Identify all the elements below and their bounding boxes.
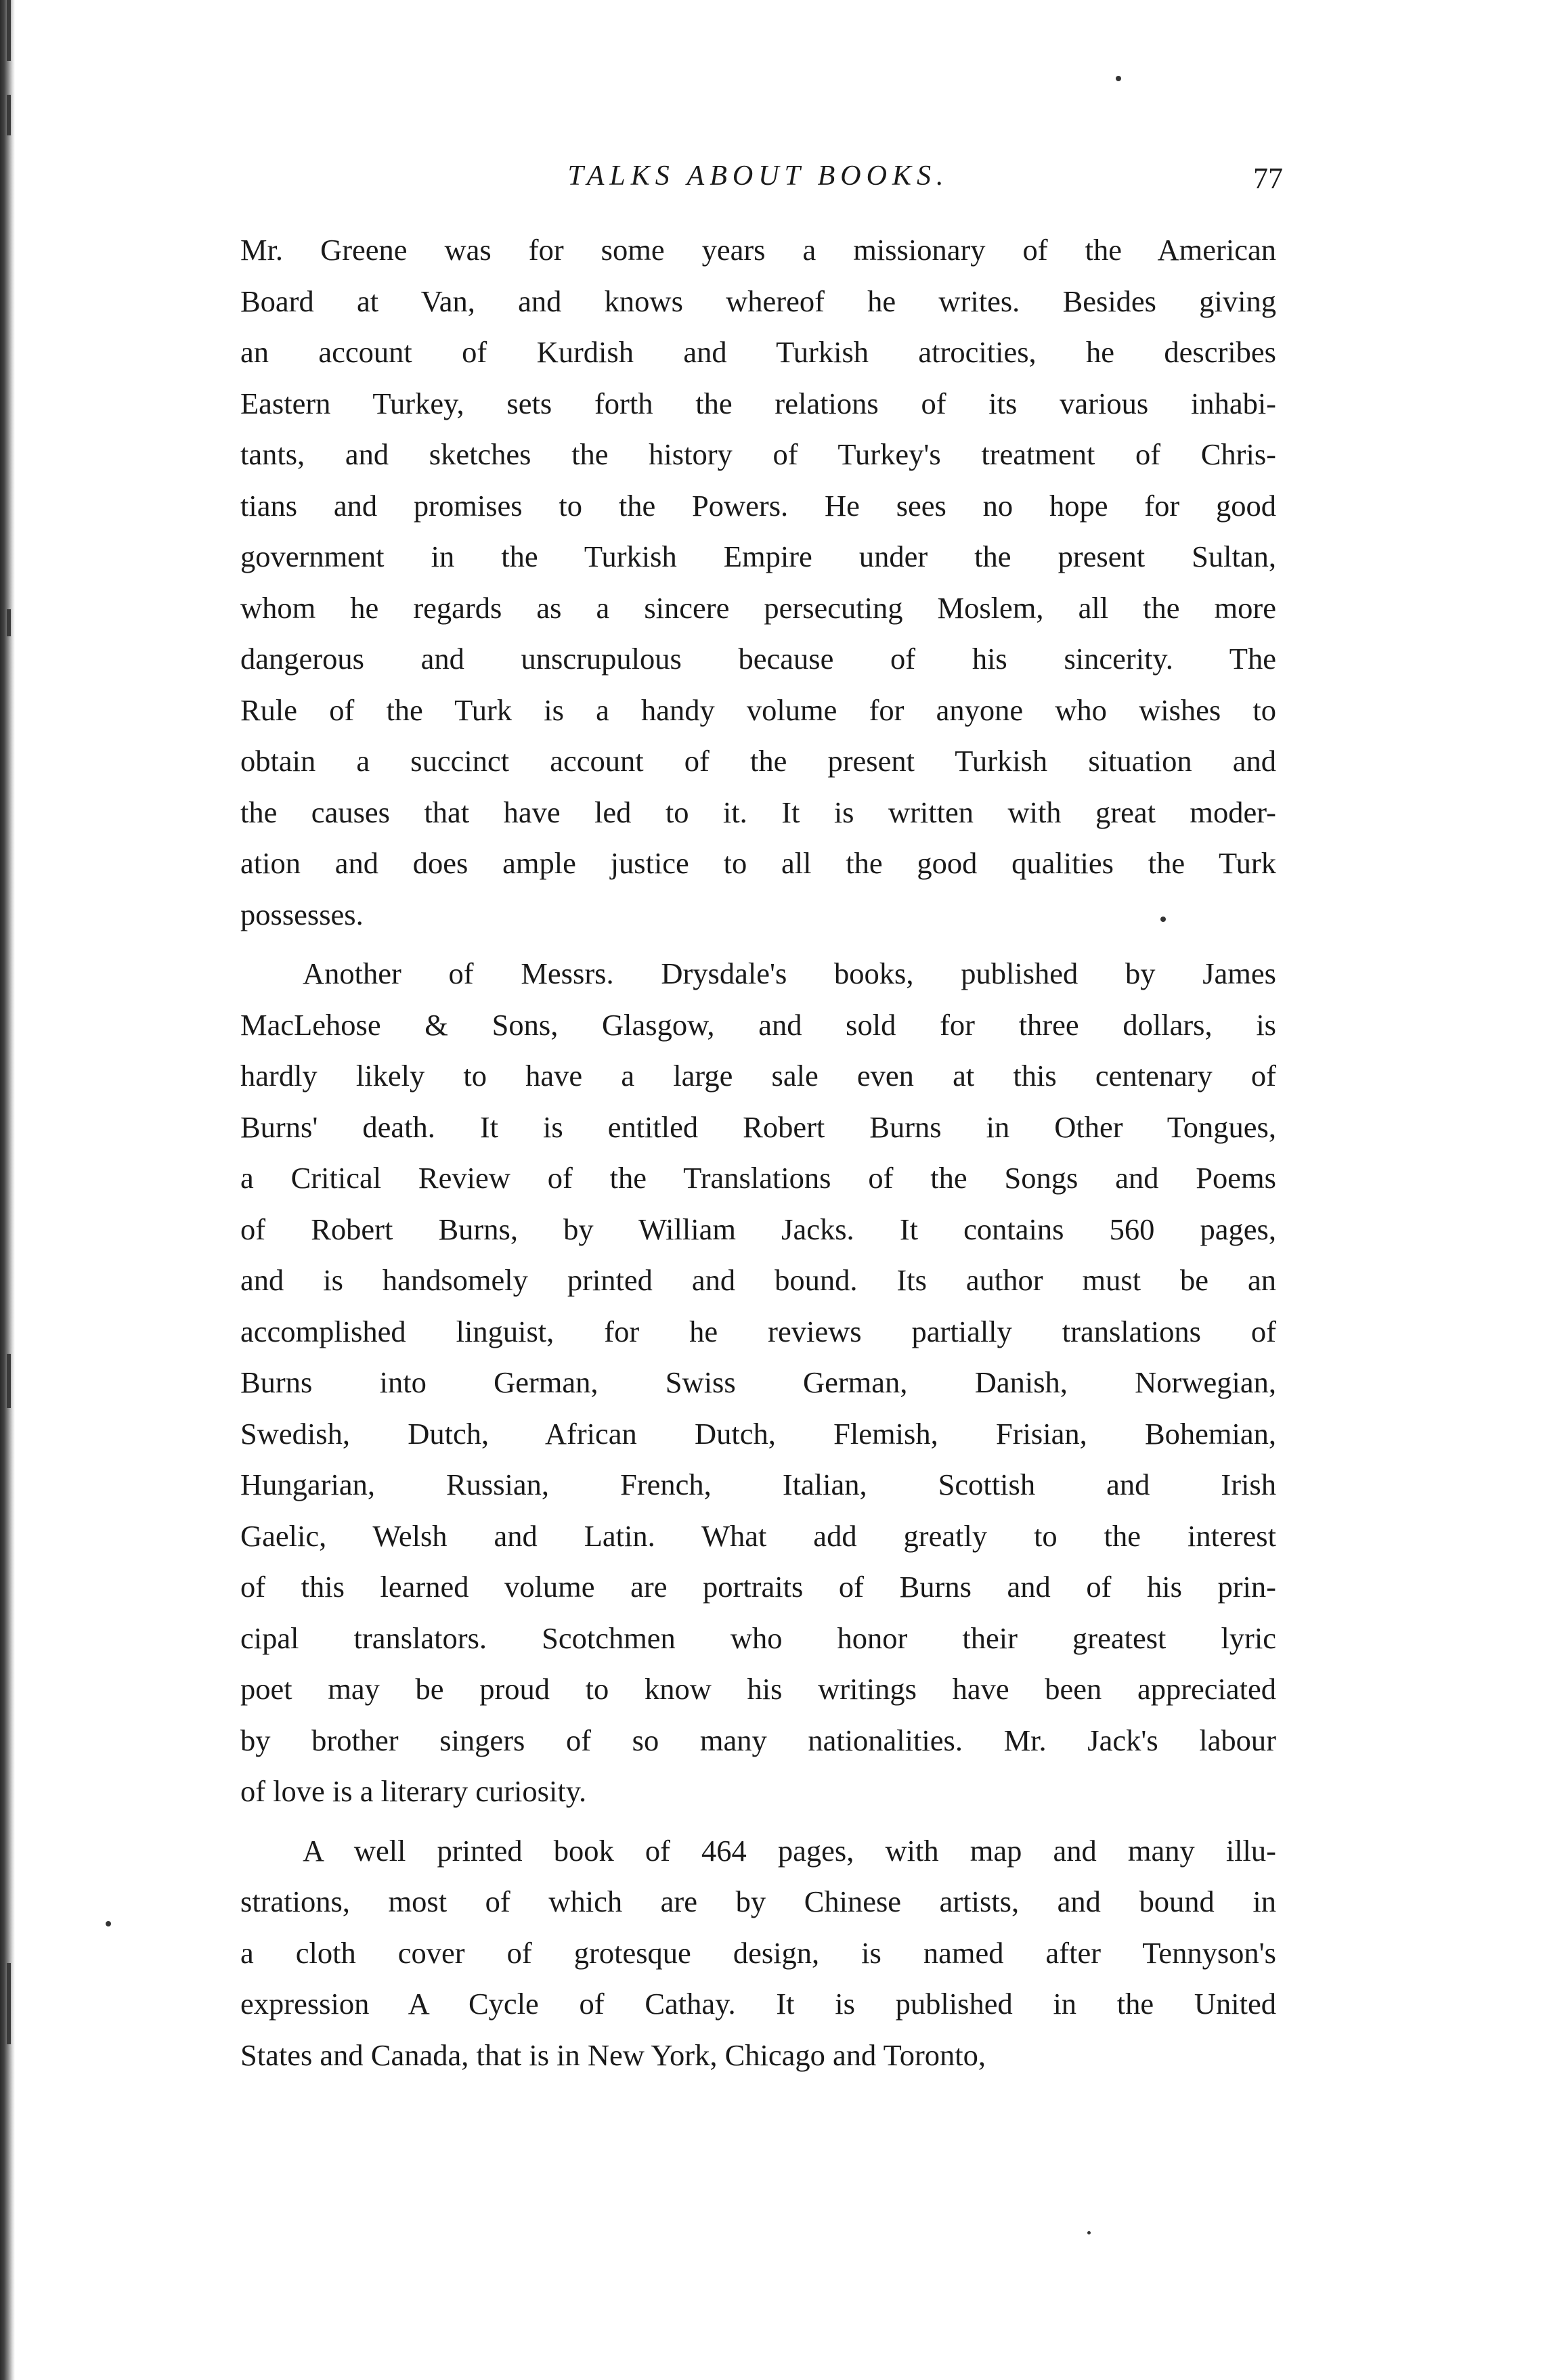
paragraph-gap [240, 1817, 1276, 1826]
text-line: a cloth cover of grotesque design, is named after Tennyson's [240, 1935, 1276, 1970]
text-line: and is handsomely printed and bound. Its author must be an [240, 1263, 1276, 1297]
text-line: Board at Van, and knows whereof he writes. Besides giving [240, 284, 1276, 318]
ink-speck [106, 1921, 111, 1926]
text-line: of this learned volume are portraits of Burns and of his prin- [240, 1570, 1276, 1604]
text-line: Burns' death. It is entitled Robert Burns in Other Tongues, [240, 1109, 1276, 1144]
text-line: obtain a succinct account of the present Turkish situation and [240, 744, 1276, 778]
text-line: possesses. [240, 897, 364, 931]
edge-mark [7, 0, 11, 61]
text-line: the causes that have led to it. It is written with great moder- [240, 795, 1276, 829]
ink-speck [1116, 76, 1121, 81]
text-line: by brother singers of so many nationalities. Mr. Jack's labour [240, 1723, 1276, 1757]
text-line: tants, and sketches the history of Turkey's treatment of Chris- [240, 437, 1276, 471]
paragraph-gap [240, 940, 1276, 948]
edge-mark [7, 1963, 11, 2044]
paragraph [240, 948, 1276, 1817]
edge-mark [7, 609, 11, 636]
text-line: Rule of the Turk is a handy volume for anyone who wishes to [240, 692, 1276, 727]
paragraph [240, 1826, 1276, 2081]
running-head [240, 156, 1283, 210]
page-number: 77 [1253, 162, 1283, 195]
text-line: hardly likely to have a large sale even at this centenary of [240, 1059, 1276, 1093]
text-line: Another of Messrs. Drysdale's books, published by James [303, 956, 1276, 990]
text-line: Mr. Greene was for some years a missionary of the American [240, 233, 1276, 267]
body-text [240, 225, 1276, 2081]
text-line: ation and does ample justice to all the good qualities the Turk [240, 846, 1276, 880]
edge-mark [7, 1354, 11, 1408]
text-line: Burns into German, Swiss German, Danish, Norwegian, [240, 1365, 1276, 1399]
text-line: States and Canada, that is in New York, Chicago and Toronto, [240, 2037, 986, 2072]
text-line: accomplished linguist, for he reviews partially translations of [240, 1314, 1276, 1348]
text-line: strations, most of which are by Chinese artists, and bound in [240, 1885, 1276, 1918]
text-line: government in the Turkish Empire under the present Sultan, [240, 539, 1276, 573]
text-line: Eastern Turkey, sets forth the relations of its various inhabi- [240, 386, 1276, 420]
text-line: cipal translators. Scotchmen who honor their greatest lyric [240, 1621, 1276, 1655]
text-line: a Critical Review of the Translations of the Songs and Poems [240, 1161, 1276, 1195]
text-line: whom he regards as a sincere persecuting Moslem, all the more [240, 590, 1276, 625]
text-line: poet may be proud to know his writings have been appreciated [240, 1672, 1276, 1706]
ink-speck [1087, 2231, 1091, 2234]
text-line: Swedish, Dutch, African Dutch, Flemish, Frisian, Bohemian, [240, 1416, 1276, 1451]
text-line: of love is a literary curiosity. [240, 1774, 587, 1808]
text-line: A well printed book of 464 pages, with map and many illu- [303, 1833, 1276, 1868]
edge-mark [7, 95, 11, 135]
text-line: an account of Kurdish and Turkish atrocities, he describes [240, 335, 1276, 369]
running-title: TALKS ABOUT BOOKS. [567, 160, 949, 192]
text-line: expression A Cycle of Cathay. It is published in the United [240, 1987, 1276, 2021]
paragraph [240, 225, 1276, 940]
book-page [240, 156, 1283, 2081]
text-line: of Robert Burns, by William Jacks. It contains 560 pages, [240, 1212, 1276, 1246]
text-line: Gaelic, Welsh and Latin. What add greatly to the interest [240, 1518, 1276, 1553]
text-line: MacLehose & Sons, Glasgow, and sold for three dollars, is [240, 1007, 1276, 1042]
text-line: tians and promises to the Powers. He sees no hope for good [240, 488, 1276, 523]
text-line: Hungarian, Russian, French, Italian, Scottish and Irish [240, 1468, 1276, 1501]
text-line: dangerous and unscrupulous because of his sincerity. The [240, 642, 1276, 676]
